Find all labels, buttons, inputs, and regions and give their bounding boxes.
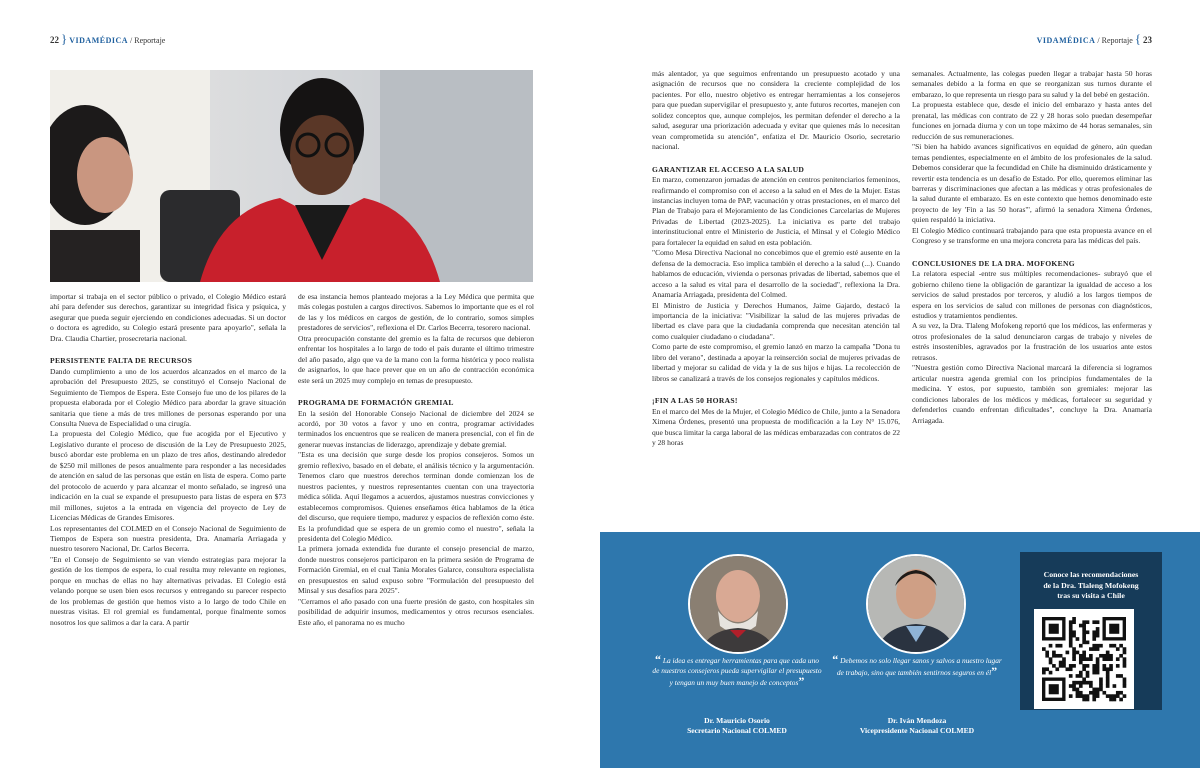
section-heading: ¡FIN A LAS 50 HORAS! — [652, 396, 738, 406]
paragraph: "Esta es una decisión que surge desde los propios consejeros. Somos un gremio reflexivo, basado en el debate, el análisis técnico y la argumentación. Tenemos claro que nuestros derechos terminan donde comienzan los de nuestros pacientes, y nuestros representantes cuentan con una trayectoria médica sólida. Aquí llegamos a acuerdos, ajustamos nuestras convicciones y establecemos compromisos. Quienes enseñamos ética hablamos de la ética del discurso, que requiere tiempo, madurez y espacios de reflexión como éste. Es la profundidad que se espera de un gremio como el nuestro", señala la presidenta del Colegio Médico. — [298, 450, 534, 543]
paragraph: semanales. Actualmente, las colegas pueden llegar a trabajar hasta 50 horas semanales debido a la forma en que se reorganizan sus turnos durante el embarazo, lo que representa un riesgo para su salud y la del bebé en gestación. — [912, 69, 1152, 99]
column-2 — [298, 292, 534, 628]
page-number: 22 — [50, 35, 59, 45]
paragraph: más alentador, ya que seguimos enfrentando un presupuesto acotado y una asignación de recursos que no considera la creciente complejidad de los pacientes. Por ello, nuestro objetivo es entregar herramientas a los consejeros para que puedan supervigilar el presupuesto y, ante futuros recortes, manejen con solidez conceptos que, aunque complejos, les permitan defender el derecho a la salud, asegurar una priorización adecuada y evitar que quienes más lo necesitan vean comprometida su atención", enfatiza el Dr. Mauricio Osorio, secretario nacional. — [652, 69, 900, 152]
portrait-mendoza — [866, 554, 966, 654]
person-name: Dr. Mauricio Osorio — [704, 716, 770, 725]
qr-panel — [1020, 552, 1162, 710]
paragraph: de esa instancia hemos planteado mejoras a la Ley Médica que permita que más colegas postulen a cargos directivos. Sabemos lo importante que es el rol de las y los médicos en cargos de gestión, de lo contrario, somos simples prestadores de servicios", reflexiona el Dr. Carlos Becerra, tesorero nacional. — [298, 292, 534, 333]
person-name: Dr. Iván Mendoza — [887, 716, 947, 725]
paragraph: Los representantes del COLMED en el Consejo Nacional de Seguimiento de Tiempos de Espera son nuestra presidenta, Dra. Anamaría Arriagada y nuestro tesorero Nacional, Dr. Carlos Becerra. — [50, 523, 286, 554]
paragraph: La propuesta establece que, desde el inicio del embarazo y hasta antes del prenatal, las médicas con contrato de 22 y 28 horas solo puedan desempeñar funciones en jornada diurna y con un tope máximo de 44 horas semanales, sin reducción de sus remuneraciones. — [912, 100, 1152, 141]
person-role: Vicepresidente Nacional COLMED — [859, 726, 975, 735]
paragraph: "Si bien ha habido avances significativos en equidad de género, aún quedan temas pendientes, especialmente en el ámbito de los profesionales de la salud. Debemos considerar que la fecundidad en Chile ha disminuido drásticamente y revertir esta tendencia es un desafío de Estado. Por ello, queremos eliminar las barreras y discriminaciones que afectan a las médicas y otras profesionales de la salud durante el embarazo. Es en este contexto que hemos denominado este proyecto de ley 'Fin a las 50 horas'", afirmó la senadora Ximena Órdenes, quien respaldó la iniciativa. — [912, 142, 1152, 225]
qr-title-line: tras su visita a Chile — [1057, 591, 1125, 600]
quote-text: Debemos no solo llegar sanos y salvos a nuestro lugar de trabajo, sino que también sentirnos seguros en él — [836, 656, 1002, 677]
paragraph: Dando cumplimiento a uno de los acuerdos alcanzados en el marco de la aprobación del Presupuesto 2025, se constituyó el Consejo Nacional de Seguimiento de Tiempos de Espera. Este Consejo fue uno de los pilares de la propuesta elaborada por el Colegio Médico para abordar la grave situación sanitaria que tiene a más de tres millones de personas esperando por una Consulta Nueva de Especialidad o una cirugía. — [50, 366, 286, 428]
paragraph: El Ministro de Justicia y Derechos Humanos, Jaime Gajardo, destacó la importancia de la iniciativa: "Visibilizar la salud de las mujeres privadas de libertad es clave para que la ciudadanía comprenda que necesitan atención tal como cualquier ciudadano o ciudadana". — [652, 300, 900, 341]
paragraph: Otra preocupación constante del gremio es la falta de recursos que debieron enfrentar los hospitales a lo largo de todo el país durante el último trimestre del año pasado, algo que va de la mano con la forma histórica y poco realista de asignarlos, lo que hace prever que en un año de contracción económica este será un 2025 muy complejo en temas de presupuesto. — [298, 333, 534, 385]
paragraph: "Como Mesa Directiva Nacional no concebimos que el gremio esté ausente en la defensa de la democracia. Eso implica también el derecho a la salud (...). Cuando hablamos de educación, vivienda o personas privadas de libertad, sabemos que el acceso a la salud es vital para el desarrollo de la sociedad", reflexiona la Dra. Anamaría Arriagada, presidenta del Colmed. — [652, 248, 900, 300]
section-heading: CONCLUSIONES DE LA DRA. MOFOKENG — [912, 258, 1075, 268]
quote-close-icon: ” — [798, 674, 805, 688]
section: / Reportaje — [1097, 36, 1133, 45]
column-4 — [912, 69, 1152, 426]
quote-open-icon: “ — [832, 652, 839, 666]
quote-open-icon: “ — [654, 652, 661, 666]
paragraph: "En el Consejo de Seguimiento se van viendo estrategias para mejorar la gestión de los tiempos de espera, lo cual resulta muy relevante en regiones, porque en muchas de ellas no hay alternativas privadas. El Colegio está velando porque se usen bien esos recursos y entregando su parecer respecto de los problemas de gestión que hemos visto a lo largo de todo Chile en nuestras visitas. El rol gremial es fundamental, porque finalmente somos nosotros los que salimos a dar la cara. A partir — [50, 554, 286, 627]
qr-title-line: Conoce las recomendaciones — [1043, 570, 1139, 579]
paragraph: Como parte de este compromiso, el gremio lanzó en marzo la campaña "Dona tu libro del verano", destinada a apoyar la reinserción social de mujeres privadas de libertad y mejorar su calidad de vida y la de sus hijos e hijas. La recolección de libros se canalizará a través de los consejos regionales y capítulos médicos. — [652, 342, 900, 383]
qr-title — [1020, 570, 1162, 602]
brand: VIDAMÉDICA — [1036, 36, 1096, 45]
brace-icon: { — [1134, 31, 1141, 46]
credit-mendoza — [832, 716, 1002, 736]
section-heading: PROGRAMA DE FORMACIÓN GREMIAL — [298, 398, 454, 408]
quote-osorio — [652, 654, 822, 688]
qr-code-icon[interactable] — [1034, 609, 1134, 709]
paragraph: importar si trabaja en el sector público o privado, el Colegio Médico estará ahí para defender sus derechos, garantizar su integridad física y psíquica, y asegurar que pueda seguir ejerciendo en condiciones adecuadas. Si un doctor o doctora es agredido, su Colegio estará presente para apoyarlo", señala la Dra. Claudia Chartier, prosecretaria nacional. — [50, 292, 286, 343]
credit-osorio — [652, 716, 822, 736]
section: / Reportaje — [130, 36, 166, 45]
paragraph: La relatora especial -entre sus múltiples recomendaciones- subrayó que el gobierno chileno tiene la obligación de garantizar la igualdad de acceso a los servicios de salud prestados por terceros, y aludió a los largos tiempos de espera en los servicios de salud con millones de personas con diagnósticos, estudios y tratamientos pendientes. — [912, 269, 1152, 320]
paragraph: El Colegio Médico continuará trabajando para que esta propuesta avance en el Congreso y se transforme en una mejora concreta para las médicas del país. — [912, 225, 1152, 246]
person-role: Secretario Nacional COLMED — [687, 726, 787, 735]
section-heading: PERSISTENTE FALTA DE RECURSOS — [50, 356, 193, 366]
column-1 — [50, 292, 286, 628]
page-number: 23 — [1143, 35, 1152, 45]
quote-text: La idea es entregar herramientas para que cada uno de nuestros consejeros pueda supervigilar el presupuesto y tengan un muy buen manejo de conceptos — [652, 656, 822, 687]
column-3 — [652, 69, 900, 448]
header-right — [1037, 31, 1152, 47]
section-heading: GARANTIZAR EL ACCESO A LA SALUD — [652, 164, 805, 174]
brand: VIDAMÉDICA — [69, 36, 129, 45]
quote-mendoza — [832, 654, 1002, 678]
paragraph: En la sesión del Honorable Consejo Nacional de diciembre del 2024 se acordó, por 30 votos a favor y uno en contra, programar actividades terminados los encuentros que se realicen de manera presencial, con el fin de generar nuevas instancias de liderazgo, aprendizaje y debate gremial. — [298, 408, 534, 449]
header-left — [50, 31, 165, 47]
portrait-osorio — [688, 554, 788, 654]
paragraph: En marzo, comenzaron jornadas de atención en centros penitenciarios femeninos, reafirmando el compromiso con el acceso a la salud en el Mes de la Mujer. Estas instancias incluyen toma de PAP, vacunación y otras prestaciones, en el marco del Plan de Trabajo para el Mejoramiento de las Condiciones Carcelarias de Mujeres Privadas de Libertad (2023-2025). La iniciativa es parte del trabajo interinstitucional entre el Ministerio de Justicia, el Minsal y el Colegio Médico para fortalecer la equidad en salud en esta población. — [652, 175, 900, 247]
article-photo — [50, 70, 533, 282]
qr-title-line: de la Dra. Tlaleng Mofokeng — [1043, 580, 1139, 590]
paragraph: La primera jornada extendida fue durante el consejo presencial de marzo, donde nuestros consejeros participaron en la primera sesión de Programa de Formación Gremial, en el cual Tania Morales Galarce, consultora especialista en presupuestos en salud expuso sobre "Formulación del presupuesto del Minsal y sus desafíos para 2025". — [298, 544, 534, 596]
paragraph: La propuesta del Colegio Médico, que fue acogida por el Ejecutivo y Legislativo durante el proceso de discusión de la Ley de Presupuesto 2025, buscó abordar este problema en un plazo de tres años, destinando alrededor de $250 mil millones de pesos anualmente para responder a las necesidades de atención en salud de las personas que están en lista de espera. Como parte del protocolo de acuerdo y para alcanzar el monto señalado, se ingresó una indicación en la cual se expande el presupuesto para listas de espera en $73 mil millones, sujetos a la entrada en vigencia del proyecto de Ley de Licencias Médicas de Grandes Emisores. — [50, 429, 286, 523]
quote-close-icon: ” — [991, 664, 998, 678]
paragraph: En el marco del Mes de la Mujer, el Colegio Médico de Chile, junto a la Senadora Ximena Órdenes, presentó una propuesta de modificación a la Ley N° 15.076, que busca limitar la carga laboral de las médicas embarazadas con contratos de 22 y 28 horas — [652, 406, 900, 447]
paragraph: "Cerramos el año pasado con una fuerte presión de gasto, con hospitales sin posibilidad de adquirir insumos, medicamentos y otros recursos esenciales. Este año, el panorama no es mucho — [298, 596, 534, 627]
paragraph: "Nuestra gestión como Directiva Nacional marcará la diferencia si logramos articular nuestra agenda gremial con los principios fundamentales de la medicina. Y estos, por supuesto, también son gremiales: mejorar las condiciones laborales de los médicos y médicas, fortalecer su seguridad y defenderlos cuando enfrentan dificultades", concluye la Dra. Anamaría Arriagada. — [912, 363, 1152, 425]
paragraph: A su vez, la Dra. Tlaleng Mofokeng reportó que los médicos, las enfermeras y otros profesionales de la salud denunciaron cargas de trabajo y niveles de estrés insostenibles, agravados por la frustración de los usuarios ante estos retrasos. — [912, 321, 1152, 362]
brace-icon: } — [61, 31, 68, 46]
